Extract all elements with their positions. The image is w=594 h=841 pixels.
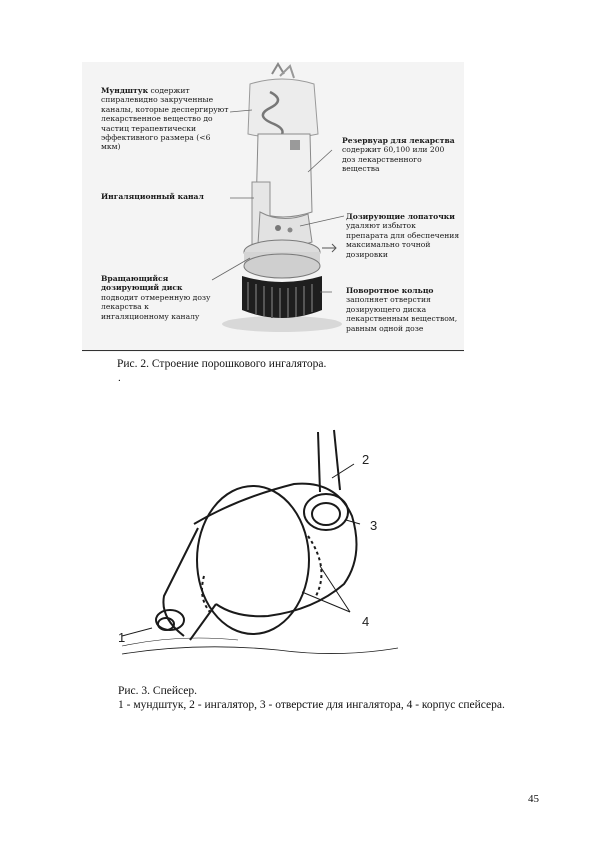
label-mouthpiece: Мундштук содержит спиралевидно закрученные каналы, которые деспергируют лекарственное вещество до частиц терапевтически эффективного размера (<6 мкм) — [101, 86, 229, 152]
figure3-caption-title: Рис. 3. Спейсер. — [118, 685, 197, 697]
label-dosing-scrapers: Дозирующие лопаточки удаляют избыток препарата для обеспечения максимально точной дозировки — [346, 212, 460, 259]
stray-dot: . — [118, 372, 121, 384]
callout-4: 4 — [362, 614, 370, 629]
figure2-caption-inhaler: Рис. 2. Строение порошкового ингалятора. — [117, 358, 327, 370]
label-inhalation-channel: Ингаляционный канал — [101, 192, 204, 201]
page-number: 45 — [528, 793, 539, 805]
inhaler-figure — [82, 62, 464, 352]
label-turning-ring: Поворотное кольцо заполняет отверстия дозирующего диска лекарственным веществом, равным одной дозе — [346, 286, 458, 333]
callout-2: 2 — [362, 452, 370, 467]
label-reservoir: Резервуар для лекарства содержит 60,100 или 200 доз лекарственного вещества — [342, 136, 455, 174]
figure3-caption — [118, 684, 505, 712]
figure1-bottom-rule — [82, 350, 464, 351]
callout-1: 1 — [118, 630, 126, 645]
callout-3: 3 — [370, 518, 378, 533]
label-dosing-disk: Вращающийся дозирующий диск подводит отмеренную дозу лекарства к ингаляционному каналу — [101, 274, 211, 321]
figure3-caption-legend: 1 - мундштук, 2 - ингалятор, 3 - отверстие для ингалятора, 4 - корпус спейсера. — [118, 699, 505, 711]
